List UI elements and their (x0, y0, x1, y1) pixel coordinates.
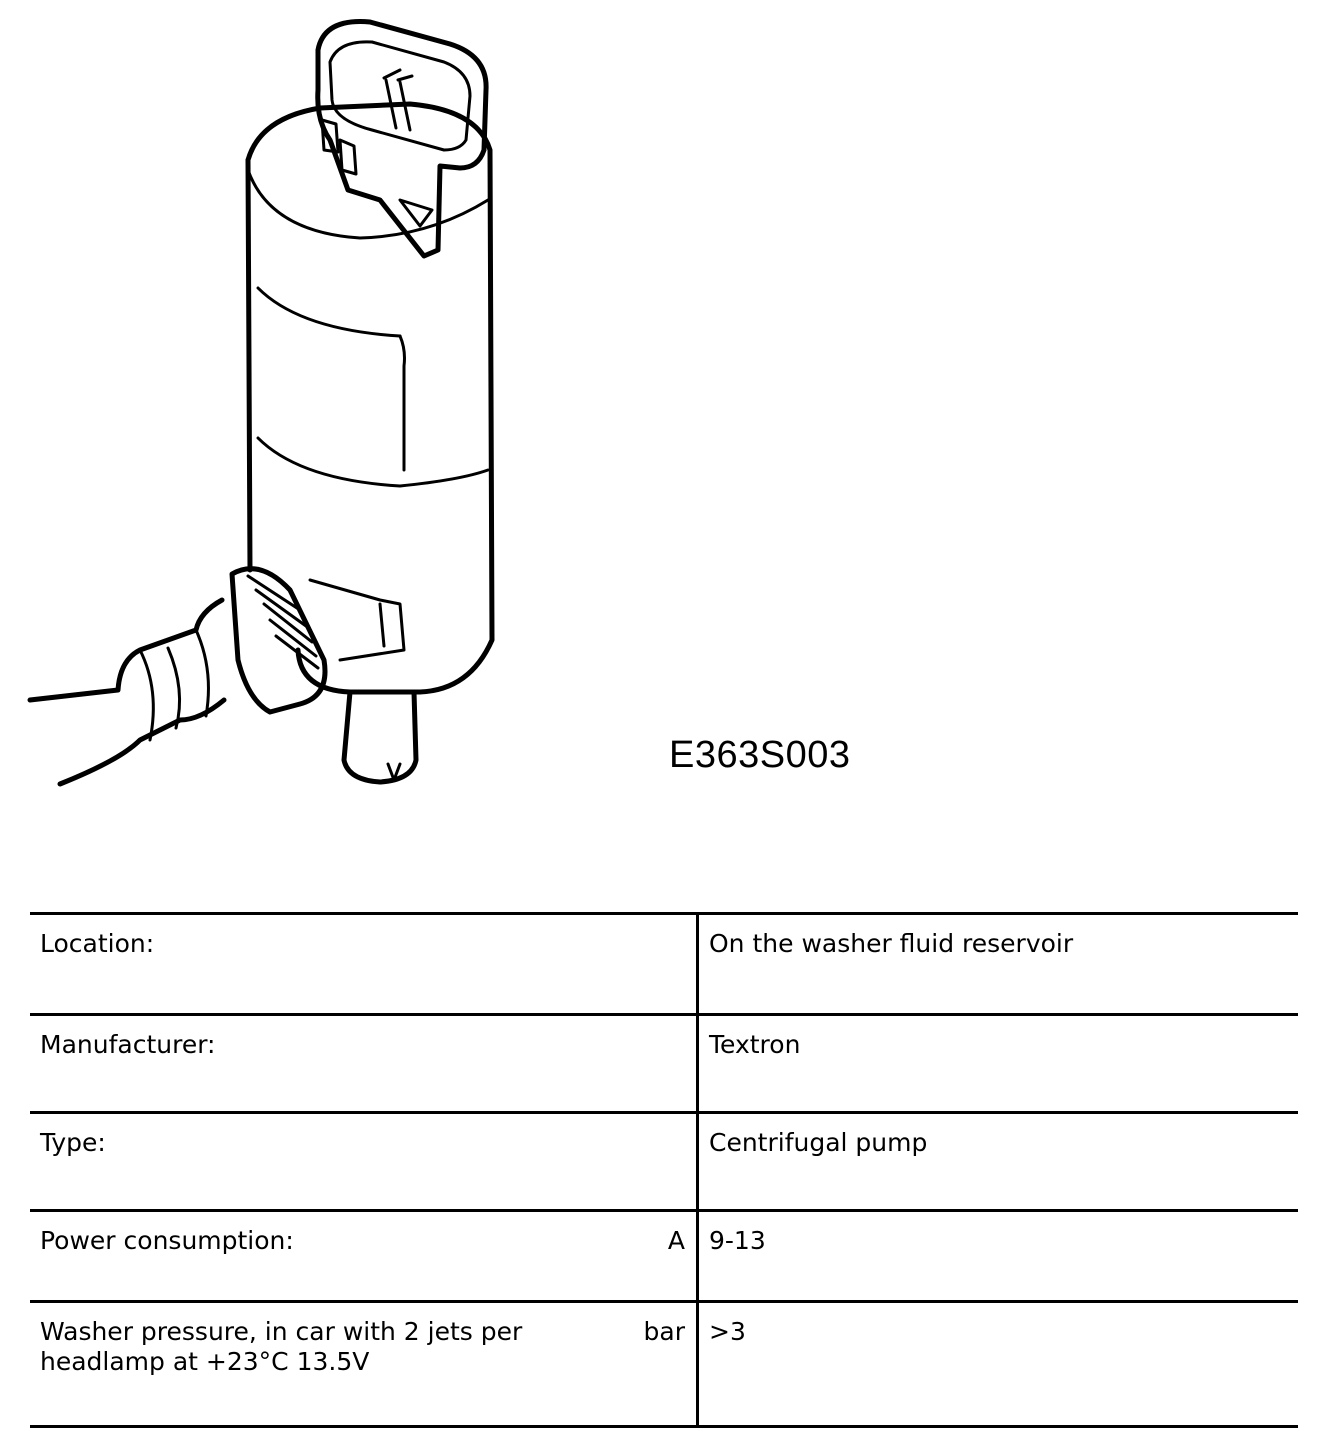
row-label: Type: (40, 1128, 106, 1157)
table-row (30, 912, 1298, 1013)
table-row (30, 1111, 1298, 1209)
row-label: Power consumption: (40, 1226, 294, 1255)
spec-table (30, 912, 1298, 1428)
row-value: Textron (709, 1030, 801, 1059)
label-cell (30, 1114, 693, 1209)
row-unit: bar (643, 1317, 685, 1346)
row-label: Washer pressure, in car with 2 jets per headlamp at +23°C 13.5V (40, 1317, 523, 1376)
row-value: On the washer fluid reservoir (709, 929, 1074, 958)
figure-code: E363S003 (669, 734, 851, 776)
label-cell (30, 1303, 693, 1425)
table-row (30, 1300, 1298, 1428)
row-value: 9-13 (709, 1226, 766, 1255)
label-cell (30, 915, 693, 1013)
row-value: Centrifugal pump (709, 1128, 928, 1157)
value-cell (696, 1114, 1298, 1209)
row-label: Location: (40, 929, 155, 958)
label-cell (30, 1212, 693, 1300)
row-unit: A (667, 1226, 685, 1255)
value-cell (696, 1212, 1298, 1300)
table-row (30, 1209, 1298, 1300)
table-row (30, 1013, 1298, 1111)
row-value: >3 (709, 1317, 746, 1346)
row-label: Manufacturer: (40, 1030, 216, 1059)
value-cell (696, 915, 1298, 1013)
label-cell (30, 1016, 693, 1111)
value-cell (696, 1016, 1298, 1111)
value-cell (696, 1303, 1298, 1425)
